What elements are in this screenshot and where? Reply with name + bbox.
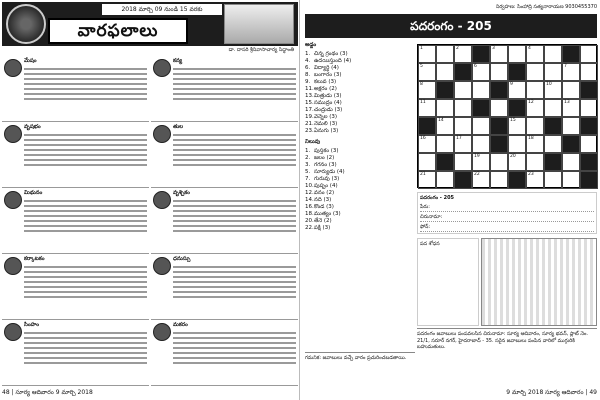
answers-note: గమనిక: జవాబులు వచ్చే వారం ప్రచురించబడతాయి. xyxy=(305,352,415,386)
clue-number: 7. xyxy=(305,176,311,183)
instructions-text: పదరంగం జవాబులు పంపవలసిన చిరునామా: సూర్య ఆదివారం, సూర్య భవన్, ప్లాట్ నెం. 21/1, సరూర్ నగర్, హైదరాబాద్ - 35. సరైన జవాబులు పంపిన వారిలో ముగ్గురికి బహుమతులు. xyxy=(417,328,597,378)
sign-entry xyxy=(151,56,298,122)
grid-cell[interactable] xyxy=(508,153,526,171)
clue-number: 14. xyxy=(305,197,314,204)
clue-text: ముత్యం (3) xyxy=(314,211,341,218)
clue-item xyxy=(305,128,415,134)
grid-cell[interactable] xyxy=(562,99,580,117)
clue-number: 18. xyxy=(305,211,314,218)
crossword-title: పదరంగం - 205 xyxy=(305,14,597,38)
crossword-page xyxy=(301,0,600,400)
cell-number: 7 xyxy=(564,64,567,69)
grid-cell-blocked xyxy=(580,117,598,135)
cell-number: 18 xyxy=(528,136,534,141)
cell-number: 10 xyxy=(546,82,552,87)
page-title: వారఫలాలు xyxy=(48,18,188,44)
clue-item xyxy=(305,225,415,231)
clue-number: 5. xyxy=(305,169,311,176)
clue-text: సూర్యుడు (4) xyxy=(314,169,345,176)
clue-number: 20. xyxy=(305,218,314,225)
cell-number: 11 xyxy=(420,100,426,105)
grid-cell-blocked xyxy=(562,135,580,153)
grid-cell[interactable] xyxy=(544,81,562,99)
grid-cell-blocked xyxy=(454,171,472,189)
cell-number: 19 xyxy=(474,154,480,159)
clue-item xyxy=(305,93,415,99)
entry-form xyxy=(417,192,597,234)
grid-cell[interactable] xyxy=(526,63,544,81)
sign-entry xyxy=(2,122,149,188)
clue-text: అక్షరం (2) xyxy=(314,86,337,92)
entry-field[interactable]: చిరునామా: xyxy=(420,214,594,222)
clue-number: 10. xyxy=(305,183,314,190)
clue-item xyxy=(305,148,415,154)
cell-number: 23 xyxy=(528,172,534,177)
clue-text: కొండ (3) xyxy=(314,204,334,211)
grid-cell-blocked xyxy=(472,99,490,117)
grid-cell[interactable] xyxy=(490,63,508,81)
clue-item xyxy=(305,58,415,64)
sagittarius-icon xyxy=(153,257,171,275)
grid-cell[interactable] xyxy=(544,45,562,63)
clue-text: పుస్తకం (3) xyxy=(314,148,339,155)
grid-cell[interactable] xyxy=(454,117,472,135)
grid-cell-blocked xyxy=(490,135,508,153)
clue-number: 23. xyxy=(305,128,314,134)
grid-cell-blocked xyxy=(508,171,526,189)
grid-cell[interactable] xyxy=(508,135,526,153)
grid-cell-blocked xyxy=(490,81,508,99)
clue-item xyxy=(305,218,415,224)
zodiac-wheel-icon xyxy=(6,4,46,44)
grid-cell[interactable] xyxy=(562,63,580,81)
clue-number: 9. xyxy=(305,79,311,85)
sign-name: మకరం xyxy=(173,322,188,328)
clue-text: మిత్రుడు (3) xyxy=(314,93,342,99)
grid-cell[interactable] xyxy=(526,153,544,171)
aries-icon xyxy=(4,59,22,77)
cell-number: 9 xyxy=(510,82,513,87)
clue-text: పుష్పం (4) xyxy=(314,183,338,190)
grid-cell[interactable] xyxy=(418,63,436,81)
clue-text: నెమలి (3) xyxy=(314,121,338,127)
grid-cell-blocked xyxy=(490,117,508,135)
sign-name: వృషభం xyxy=(24,124,41,130)
capricorn-icon xyxy=(153,323,171,341)
cell-number: 21 xyxy=(420,172,426,177)
grid-cell[interactable] xyxy=(490,153,508,171)
grid-cell[interactable] xyxy=(418,171,436,189)
sign-name: సింహం xyxy=(24,322,40,328)
grid-cell-blocked xyxy=(580,81,598,99)
clue-number: 19. xyxy=(305,114,314,120)
cell-number: 15 xyxy=(510,118,516,123)
grid-cell-blocked xyxy=(436,153,454,171)
grid-cell[interactable] xyxy=(418,153,436,171)
clue-text: తేనె (2) xyxy=(314,218,332,225)
grid-cell[interactable] xyxy=(418,81,436,99)
grid-cell[interactable] xyxy=(562,117,580,135)
clue-item xyxy=(305,121,415,127)
grid-cell[interactable] xyxy=(544,99,562,117)
grid-cell-blocked xyxy=(544,153,562,171)
grid-cell[interactable] xyxy=(454,81,472,99)
clue-item xyxy=(305,100,415,106)
astrologer-photo xyxy=(224,4,294,44)
grid-cell[interactable] xyxy=(562,81,580,99)
clue-number: 16. xyxy=(305,204,314,211)
date-line: 2018 మార్చి 09 నుండి 15 వరకు xyxy=(102,4,222,15)
clue-item xyxy=(305,51,415,57)
clue-text: వెన్నెల (3) xyxy=(314,114,338,120)
grid-cell-blocked xyxy=(418,117,436,135)
clue-text: చిన్న గ్రంథం (3) xyxy=(314,51,348,57)
grid-cell[interactable] xyxy=(526,99,544,117)
leo-icon xyxy=(4,323,22,341)
libra-icon xyxy=(153,125,171,143)
clue-item xyxy=(305,204,415,210)
clue-text: విద్యార్థి (4) xyxy=(314,65,339,71)
grid-cell[interactable] xyxy=(454,135,472,153)
grid-cell[interactable] xyxy=(436,99,454,117)
entry-field[interactable]: ఫోన్: xyxy=(420,224,594,232)
sign-name: కన్య xyxy=(173,58,183,64)
clue-item xyxy=(305,155,415,161)
grid-cell[interactable] xyxy=(472,171,490,189)
grid-cell[interactable] xyxy=(418,135,436,153)
cell-number: 5 xyxy=(420,64,423,69)
grid-cell-blocked xyxy=(436,81,454,99)
clue-item xyxy=(305,169,415,175)
left-page-footer: 48 | సూర్య ఆదివారం 9 మార్చి 2018 xyxy=(2,389,93,396)
clue-text: బంగారం (3) xyxy=(314,72,342,78)
taurus-icon xyxy=(4,125,22,143)
clue-text: ఏనుగు (3) xyxy=(314,128,339,134)
clue-number: 2. xyxy=(305,155,311,162)
grid-cell[interactable] xyxy=(526,171,544,189)
sign-entry xyxy=(2,188,149,254)
grid-cell[interactable] xyxy=(544,171,562,189)
grid-cell[interactable] xyxy=(508,81,526,99)
grid-cell-blocked xyxy=(454,63,472,81)
cancer-icon xyxy=(4,257,22,275)
clue-text: వనం (2) xyxy=(314,190,335,197)
word-search-title: పద శోధన xyxy=(420,241,440,247)
grid-cell[interactable] xyxy=(454,153,472,171)
clue-item xyxy=(305,197,415,203)
sign-entry xyxy=(151,320,298,386)
grid-cell[interactable] xyxy=(562,153,580,171)
grid-cell[interactable] xyxy=(454,99,472,117)
grid-cell[interactable] xyxy=(436,63,454,81)
clue-item xyxy=(305,65,415,71)
sign-name: కర్కాటకం xyxy=(24,256,45,262)
clue-number: 8. xyxy=(305,72,311,78)
grid-cell[interactable] xyxy=(490,171,508,189)
entry-field[interactable]: పేరు: xyxy=(420,204,594,212)
sign-entry xyxy=(151,188,298,254)
grid-cell[interactable] xyxy=(562,171,580,189)
clue-text: పక్షి (3) xyxy=(314,225,331,232)
organizer-line: నిర్వహణ: సింహాద్రి సత్యనారాయణ 9030455370 xyxy=(495,4,597,10)
cell-number: 12 xyxy=(528,100,534,105)
clue-number: 22. xyxy=(305,225,314,232)
clue-text: కలువ (3) xyxy=(314,79,337,85)
grid-cell[interactable] xyxy=(580,99,598,117)
cell-number: 8 xyxy=(420,82,423,87)
clue-number: 3. xyxy=(305,162,311,169)
grid-cell[interactable] xyxy=(454,45,472,63)
grid-cell[interactable] xyxy=(490,99,508,117)
cell-number: 1 xyxy=(420,46,423,51)
cell-number: 13 xyxy=(564,100,570,105)
grid-cell[interactable] xyxy=(526,45,544,63)
clue-item xyxy=(305,190,415,196)
grid-cell[interactable] xyxy=(580,63,598,81)
cell-number: 14 xyxy=(438,118,444,123)
grid-cell[interactable] xyxy=(472,135,490,153)
grid-cell[interactable] xyxy=(544,135,562,153)
clue-text: చంద్రుడు (3) xyxy=(314,107,343,113)
grid-cell[interactable] xyxy=(472,117,490,135)
cell-number: 3 xyxy=(492,46,495,51)
grid-cell[interactable] xyxy=(544,63,562,81)
grid-cell-blocked xyxy=(544,117,562,135)
clue-item xyxy=(305,183,415,189)
grid-cell[interactable] xyxy=(490,45,508,63)
clue-number: 4. xyxy=(305,58,311,64)
across-heading: అడ్డం xyxy=(305,42,317,48)
sign-entry xyxy=(2,320,149,386)
virgo-icon xyxy=(153,59,171,77)
sign-name: మిథునం xyxy=(24,190,43,196)
grid-cell-blocked xyxy=(472,45,490,63)
grid-cell[interactable] xyxy=(436,45,454,63)
clue-number: 15. xyxy=(305,100,314,106)
clue-number: 1. xyxy=(305,51,311,57)
clue-item xyxy=(305,176,415,182)
byline: డా. దాసరి శ్రీనివాసాచార్య సిద్ధాంతి xyxy=(228,47,294,53)
sign-name: తుల xyxy=(173,124,184,130)
cell-number: 6 xyxy=(474,64,477,69)
gemini-icon xyxy=(4,191,22,209)
sign-entry xyxy=(151,254,298,320)
clue-number: 12. xyxy=(305,190,314,197)
clue-item xyxy=(305,211,415,217)
grid-cell-blocked xyxy=(508,99,526,117)
sign-entry xyxy=(2,254,149,320)
grid-cell[interactable] xyxy=(418,99,436,117)
across-clues xyxy=(305,40,415,350)
grid-cell[interactable] xyxy=(436,135,454,153)
clue-item xyxy=(305,114,415,120)
grid-cell[interactable] xyxy=(436,171,454,189)
clue-number: 17. xyxy=(305,107,314,113)
grid-cell[interactable] xyxy=(418,45,436,63)
horoscope-banner xyxy=(2,2,298,46)
sign-name: ధనుస్సు xyxy=(173,256,191,262)
grid-cell[interactable] xyxy=(472,63,490,81)
clue-item xyxy=(305,72,415,78)
clue-number: 11. xyxy=(305,86,314,92)
word-search-grid xyxy=(481,238,597,326)
cell-number: 20 xyxy=(510,154,516,159)
grid-cell[interactable] xyxy=(580,135,598,153)
sign-name: వృశ్చికం xyxy=(173,190,190,196)
grid-cell[interactable] xyxy=(436,117,454,135)
clue-item xyxy=(305,162,415,168)
grid-cell[interactable] xyxy=(526,135,544,153)
down-heading: నిలువు xyxy=(305,139,321,146)
clue-text: గురువు (3) xyxy=(314,176,340,183)
sign-entry xyxy=(151,122,298,188)
grid-cell[interactable] xyxy=(526,81,544,99)
word-search-label xyxy=(417,238,479,326)
clue-number: 21. xyxy=(305,121,314,127)
clue-item xyxy=(305,107,415,113)
grid-cell-blocked xyxy=(562,45,580,63)
clue-item xyxy=(305,86,415,92)
clue-text: సముద్రం (4) xyxy=(314,100,342,106)
scorpio-icon xyxy=(153,191,171,209)
cell-number: 2 xyxy=(456,46,459,51)
grid-cell[interactable] xyxy=(472,153,490,171)
clue-item xyxy=(305,79,415,85)
clue-number: 13. xyxy=(305,93,314,99)
right-page-footer: 9 మార్చి 2018 సూర్య ఆదివారం | 49 xyxy=(506,389,597,396)
clue-text: గగనం (3) xyxy=(314,162,337,169)
clue-text: జలం (2) xyxy=(314,155,335,162)
cell-number: 17 xyxy=(456,136,462,141)
grid-cell[interactable] xyxy=(580,45,598,63)
horoscope-column-2 xyxy=(151,56,298,386)
grid-cell[interactable] xyxy=(508,117,526,135)
grid-cell-blocked xyxy=(580,153,598,171)
clue-text: నది (3) xyxy=(314,197,332,204)
crossword-grid[interactable] xyxy=(417,44,597,188)
clue-text: ఉదయిస్తుంది (4) xyxy=(314,58,352,64)
grid-cell-blocked xyxy=(580,171,598,189)
cell-number: 16 xyxy=(420,136,426,141)
grid-cell[interactable] xyxy=(472,81,490,99)
sign-entry xyxy=(2,56,149,122)
sign-name: మేషం xyxy=(24,58,37,64)
clue-number: 6. xyxy=(305,65,311,71)
entry-label: పదరంగం - 205 xyxy=(420,195,455,201)
grid-cell-blocked xyxy=(508,63,526,81)
grid-cell[interactable] xyxy=(526,117,544,135)
grid-cell[interactable] xyxy=(508,45,526,63)
horoscope-column-1 xyxy=(2,56,149,386)
cell-number: 22 xyxy=(474,172,480,177)
clue-number: 1. xyxy=(305,148,311,155)
cell-number: 4 xyxy=(528,46,531,51)
